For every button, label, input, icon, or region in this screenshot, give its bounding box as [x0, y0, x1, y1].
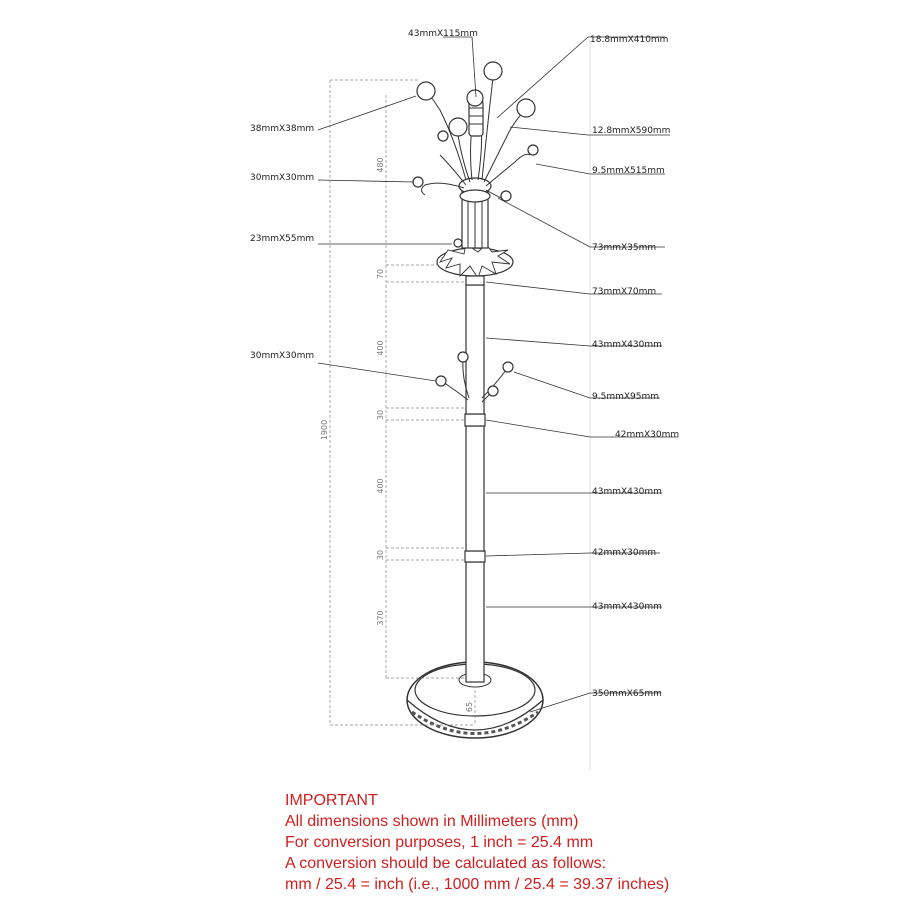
important-note: [285, 790, 669, 895]
dimension-lines: [330, 80, 475, 725]
lower-connector: [465, 551, 485, 562]
lower-pole: [466, 562, 484, 682]
label-small-ball-middle: 30mmX30mm: [250, 351, 315, 361]
note-line-2: For conversion purposes, 1 inch = 25.4 mm: [285, 834, 594, 851]
label-base: 350mmX65mm: [592, 689, 662, 699]
label-small-arm: 9.5mmX515mm: [592, 166, 665, 176]
label-middle-pole: 43mmX430mm: [592, 487, 662, 497]
note-line-4: mm / 25.4 = inch (i.e., 1000 mm / 25.4 = 39.37 inches): [285, 876, 670, 893]
coat-stand-drawing: [407, 62, 543, 738]
label-large-arm: 12.8mmX590mm: [592, 126, 671, 136]
note-title: IMPORTANT: [285, 792, 378, 809]
label-large-ball: 38mmX38mm: [250, 124, 315, 134]
label-lower-pole: 43mmX430mm: [592, 602, 662, 612]
dim-65: 65: [465, 701, 474, 713]
dim-370: 370: [376, 610, 385, 626]
label-top-finial: 43mmX115mm: [408, 29, 478, 39]
label-collar-knob: 23mmX55mm: [250, 234, 315, 244]
label-cluster-ring: 73mmX35mm: [592, 243, 657, 253]
label-top-rod: 18.8mmX410mm: [590, 35, 669, 45]
label-upper-connector: 42mmX30mm: [615, 430, 680, 440]
dim-400-lower: 400: [376, 478, 385, 494]
dim-70: 70: [376, 268, 385, 280]
dim-400-upper: 400: [376, 340, 385, 356]
dimension-values: [320, 157, 474, 712]
note-line-1: All dimensions shown in Millimeters (mm): [285, 813, 579, 830]
label-middle-hook: 9.5mmX95mm: [592, 392, 659, 402]
upper-connector: [465, 414, 485, 426]
middle-pole: [466, 426, 484, 551]
note-line-3: A conversion should be calculated as follows:: [285, 855, 607, 872]
upper-pole: [466, 285, 484, 414]
label-lower-connector: 42mmX30mm: [592, 548, 657, 558]
dim-480: 480: [376, 157, 385, 173]
dim-30-lower: 30: [376, 549, 385, 561]
label-collar: 73mmX70mm: [592, 287, 657, 297]
dim-1900: 1900: [320, 419, 329, 441]
dim-30-upper: 30: [376, 409, 385, 421]
label-upper-pole: 43mmX430mm: [592, 340, 662, 350]
label-small-ball-top: 30mmX30mm: [250, 173, 315, 183]
